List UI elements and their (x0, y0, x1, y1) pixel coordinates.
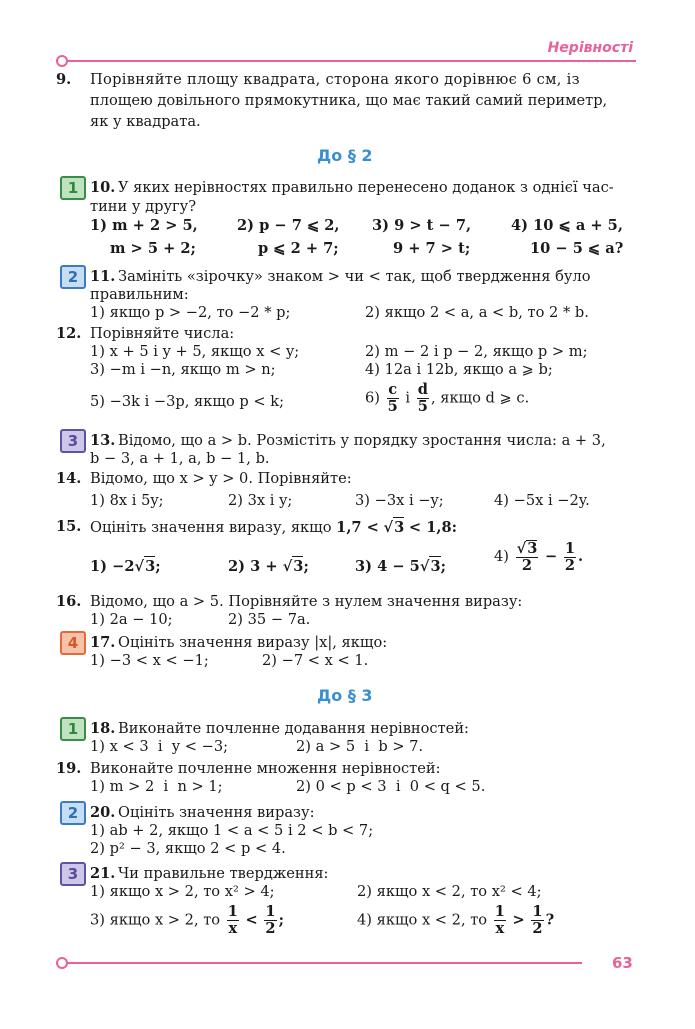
footer-rule (62, 962, 582, 964)
footer-rule-dot (56, 957, 68, 969)
problem-20-line1: Оцініть значення виразу: (118, 804, 315, 821)
problem-10-option4b: 10 − 5 ⩽ a? (530, 240, 624, 257)
problem-10-line2: тини у другу? (90, 198, 197, 215)
problem-21-option1: 1) якщо x > 2, то x² > 4; (90, 883, 275, 900)
problem-10-option3a: 3) 9 > t − 7, (372, 217, 472, 234)
fraction-c-over-5: $\frac{c}{5}$ (387, 381, 398, 415)
problem-17-line1: Оцініть значення виразу |x|, якщо: (118, 634, 388, 651)
problem-number-13: 13. (90, 432, 116, 449)
heading-section-2: До § 2 (317, 146, 373, 165)
problem-12-option4: 4) 12a і 12b, якщо a ⩾ b; (365, 361, 553, 378)
problem-number-12: 12. (56, 325, 82, 342)
conjunction: і (405, 389, 411, 407)
problem-18-option2: 2) a > 5 і b > 7. (296, 738, 424, 755)
problem-12-option6 (365, 382, 529, 415)
fraction-sqrt3-over-2: $\frac{√3}{2}$ (516, 540, 538, 574)
fraction-1-over-2: $\frac{1}{2}$ (532, 903, 543, 937)
problem-number-10: 10. (90, 179, 116, 196)
problem-12-option1: 1) x + 5 і y + 5, якщо x < y; (90, 343, 300, 360)
option6-condition: , якщо d ⩾ c. (430, 389, 530, 407)
problem-19-line1: Виконайте почленне множення нерівностей: (90, 760, 441, 777)
problem-9-line3: як у квадрата. (90, 113, 201, 130)
fraction-1-over-2: $\frac{1}{2}$ (265, 903, 276, 937)
problem-11-option2: 2) якщо 2 < a, a < b, то 2 * b. (365, 304, 589, 321)
problem-12-line1: Порівняйте числа: (90, 325, 235, 342)
page-number: 63 (612, 954, 633, 972)
level-2-badge: 2 (60, 801, 86, 825)
fraction-1-over-2: $\frac{1}{2}$ (564, 539, 576, 574)
problem-13-line1: Відомо, що a > b. Розмістіть у порядку зростання числа: a + 3, (118, 432, 606, 449)
problem-10-option2b: p ⩽ 2 + 7; (258, 240, 339, 257)
section-title: Нерівності (547, 40, 633, 56)
problem-21-line1: Чи правильне твердження: (118, 865, 329, 882)
problem-number-11: 11. (90, 268, 116, 285)
problem-number-19: 19. (56, 760, 82, 777)
level-1-badge: 1 (60, 717, 86, 741)
problem-11-line1: Замініть «зірочку» знаком > чи < так, щоб твердження було (118, 268, 591, 285)
problem-10-option3b: 9 + 7 > t; (393, 240, 471, 257)
problem-21-option2: 2) якщо x < 2, то x² < 4; (357, 883, 542, 900)
problem-10-option2a: 2) p − 7 ⩽ 2, (237, 217, 340, 234)
problem-15-option3: 3) 4 − 5√3; (355, 558, 446, 575)
problem-14-option3: 3) −3x і −y; (355, 492, 444, 509)
problem-number-18: 18. (90, 720, 116, 737)
problem-19-option2: 2) 0 < p < 3 і 0 < q < 5. (296, 778, 486, 795)
problem-number-14: 14. (56, 470, 82, 487)
problem-15-option2: 2) 3 + √3; (228, 558, 309, 575)
problem-20-option1: 1) ab + 2, якщо 1 < a < 5 і 2 < b < 7; (90, 822, 374, 839)
problem-13-line2: b − 3, a + 1, a, b − 1, b. (90, 450, 270, 467)
problem-10-option4a: 4) 10 ⩽ a + 5, (511, 217, 623, 234)
problem-12-option3: 3) −m і −n, якщо m > n; (90, 361, 276, 378)
problem-15-prompt: Оцініть значення виразу, якщо (90, 519, 332, 536)
radicand: 3 (394, 519, 405, 536)
problem-9-line1: Порівняйте площу квадрата, сторона якого дорівнює 6 см, із (90, 71, 580, 88)
problem-11-line2: правильним: (90, 286, 189, 303)
problem-18-line1: Виконайте почленне додавання нерівностей: (118, 720, 469, 737)
header-rule (62, 60, 636, 62)
level-2-badge: 2 (60, 265, 86, 289)
problem-16-option1: 1) 2a − 10; (90, 611, 173, 628)
problem-10-option1b: m > 5 + 2; (110, 240, 196, 257)
problem-21-option3: 3) якщо x > 2, то $\frac{1}{x}$ < $\frac{1}{2}$ ; (90, 903, 284, 937)
problem-number-21: 21. (90, 865, 116, 882)
problem-number-9: 9. (56, 71, 72, 88)
problem-number-15: 15. (56, 518, 82, 535)
option6-label: 6) (365, 389, 380, 407)
problem-15-option1: 1) −2√3; (90, 558, 161, 575)
problem-10-line1: У яких нерівностях правильно перенесено доданок з однієї час- (118, 179, 614, 196)
problem-20-option2: 2) p² − 3, якщо 2 < p < 4. (90, 840, 286, 857)
problem-14-option2: 2) 3x і y; (228, 492, 293, 509)
level-3-badge: 3 (60, 862, 86, 886)
problem-15-option4: 4) $\frac{√3}{2}$ − $\frac{1}{2}$ . (494, 539, 584, 574)
problem-9-line2: площею довільного прямокутника, що має такий самий периметр, (90, 92, 608, 109)
bound-upper: < 1,8: (408, 519, 457, 536)
problem-16-line1: Відомо, що a > 5. Порівняйте з нулем значення виразу: (90, 593, 523, 610)
problem-number-16: 16. (56, 593, 82, 610)
problem-10-option1a: 1) m + 2 > 5, (90, 217, 198, 234)
fraction-1-over-x: $\frac{1}{x}$ (494, 903, 505, 937)
problem-19-option1: 1) m > 2 і n > 1; (90, 778, 223, 795)
problem-14-option1: 1) 8x і 5y; (90, 492, 164, 509)
heading-section-3: До § 3 (317, 686, 373, 705)
level-3-badge: 3 (60, 429, 86, 453)
level-4-badge: 4 (60, 631, 86, 655)
problem-number-17: 17. (90, 634, 116, 651)
problem-14-option4: 4) −5x і −2y. (494, 492, 590, 509)
bound-lower: 1,7 < (336, 519, 379, 536)
fraction-1-over-x: $\frac{1}{x}$ (227, 903, 238, 937)
problem-number-20: 20. (90, 804, 116, 821)
problem-11-option1: 1) якщо p > −2, то −2 * p; (90, 304, 291, 321)
problem-14-line1: Відомо, що x > y > 0. Порівняйте: (90, 470, 352, 487)
level-1-badge: 1 (60, 176, 86, 200)
problem-12-option2: 2) m − 2 і p − 2, якщо p > m; (365, 343, 588, 360)
problem-12-option5: 5) −3k і −3p, якщо p < k; (90, 393, 284, 410)
problem-15-line1: Оцініть значення виразу, якщо 1,7 < √3 < 1,8: (90, 519, 457, 536)
fraction-d-over-5: $\frac{d}{5}$ (417, 381, 428, 415)
header-rule-dot (56, 55, 68, 67)
problem-16-option2: 2) 35 − 7a. (228, 611, 311, 628)
problem-18-option1: 1) x < 3 і y < −3; (90, 738, 229, 755)
problem-21-option4: 4) якщо x < 2, то $\frac{1}{x}$ > $\frac{1}{2}$ ? (357, 903, 555, 937)
problem-17-option1: 1) −3 < x < −1; (90, 652, 209, 669)
problem-17-option2: 2) −7 < x < 1. (262, 652, 369, 669)
